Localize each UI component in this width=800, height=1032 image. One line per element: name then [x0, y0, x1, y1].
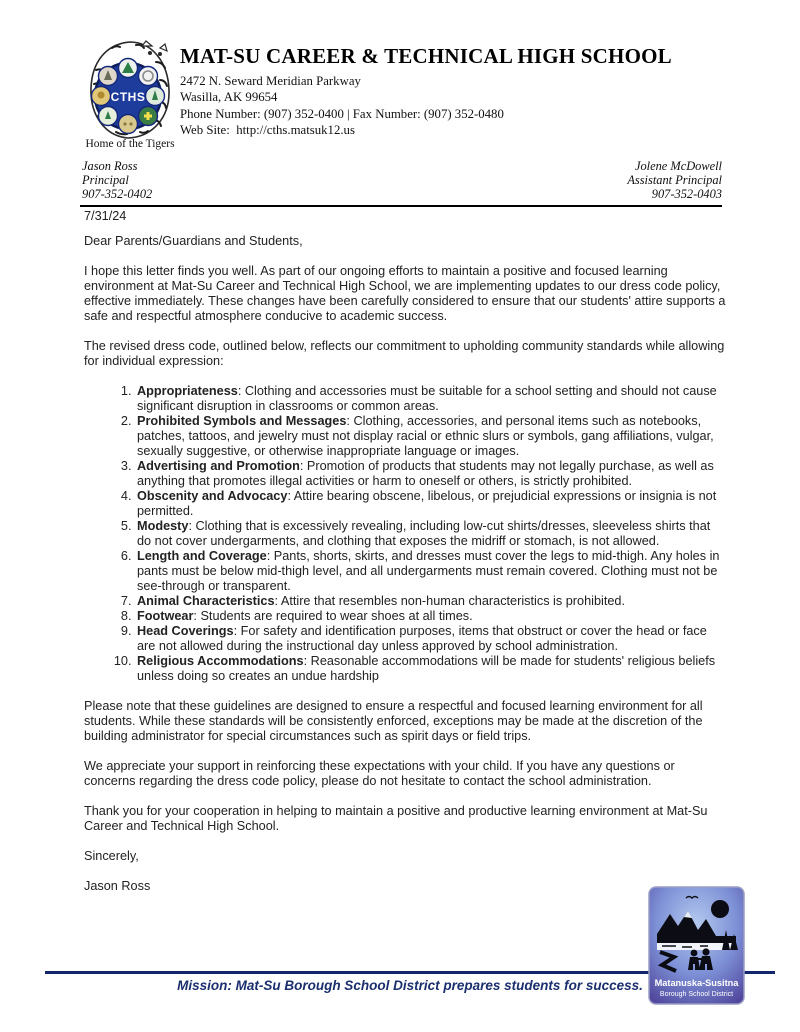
item-text: : Clothing and accessories must be suitable for a school setting and should not cause significant disruption in classrooms or common areas.	[137, 384, 717, 413]
item-text: : Promotion of products that students may not legally purchase, as well as anything that promotes illegal activities or harm to oneself or others, is strictly prohibited.	[137, 459, 714, 488]
item-term: Modesty	[137, 519, 189, 533]
item-term: Head Coverings	[137, 624, 234, 638]
signature: Jason Ross	[84, 879, 151, 893]
letter-date: 7/31/24	[84, 209, 127, 223]
district-logo-icon	[648, 886, 745, 1005]
dress-code-list	[84, 384, 726, 684]
school-address-line1: 2472 N. Seward Meridian Parkway	[180, 74, 361, 88]
list-item-animal-characteristics	[135, 594, 726, 609]
header-divider	[80, 205, 722, 207]
list-item-modesty	[135, 519, 726, 549]
svg-text:CTHS: CTHS	[110, 90, 146, 104]
cths-tiger-logo-icon	[86, 40, 174, 140]
list-item-advertising	[135, 459, 726, 489]
salutation: Dear Parents/Guardians and Students,	[84, 234, 303, 248]
list-item-head-coverings	[135, 624, 726, 654]
item-text: : Clothing, accessories, and personal items such as notebooks, patches, tattoos, and jewelry must not display racial or ethnic slurs or symbols, gang affiliations, vulgar, sexually suggestive, or otherwise inappropriate language or images.	[137, 414, 714, 458]
item-text: : Clothing that is excessively revealing, including low-cut shirts/dresses, sleeveless shirts that do not cover undergarments, and clothing that exposes the midriff or stomach, is not allowed.	[137, 519, 711, 548]
mission-statement: Mission: Mat-Su Borough School District prepares students for success.	[177, 978, 643, 993]
list-item-obscenity	[135, 489, 726, 519]
item-term: Prohibited Symbols and Messages	[137, 414, 347, 428]
list-item-religious-accommodations	[135, 654, 726, 684]
list-item-footwear	[135, 609, 726, 624]
item-term: Footwear	[137, 609, 194, 623]
school-header	[180, 44, 740, 139]
item-text: : Reasonable accommodations will be made for students' religious beliefs unless doing so creates an undue hardship	[137, 654, 716, 683]
item-term: Religious Accommodations	[137, 654, 304, 668]
item-text: : Attire that resembles non-human characteristics is prohibited.	[274, 594, 625, 608]
assistant-principal-phone: 907-352-0403	[651, 187, 722, 201]
item-text: : For safety and identification purposes, items that obstruct or cover the head or face are not allowed during the instructional day unless approved by school administration.	[137, 624, 707, 653]
principal-phone: 907-352-0402	[82, 187, 153, 201]
school-phone-fax: Phone Number: (907) 352-0400 | Fax Number: (907) 352-0480	[180, 106, 504, 121]
logo-caption: Home of the Tigers	[85, 138, 175, 150]
closing-block	[84, 849, 726, 894]
school-name: MAT-SU CAREER & TECHNICAL HIGH SCHOOL	[180, 44, 672, 68]
principal-title: Principal	[82, 173, 129, 187]
assistant-principal-title: Assistant Principal	[627, 173, 722, 187]
contacts-row	[82, 159, 722, 201]
item-term: Advertising and Promotion	[137, 459, 300, 473]
item-text: : Pants, shorts, skirts, and dresses must cover the legs to mid-thigh. Any holes in pants must be below mid-thigh level, and all undergarments must remain covered. Clothing must not be see-through or transparent.	[137, 549, 720, 593]
principal-block	[82, 159, 152, 201]
paragraph-intro: I hope this letter finds you well. As part of our ongoing efforts to maintain a positive and focused learning environment at Mat-Su Career and Technical High School, we are implementing updates to our dress code policy, effective immediately. These changes have been carefully considered to ensure that our students' attire supports a safe and respectful atmosphere conducive to academic success.	[84, 264, 726, 323]
item-text: : Students are required to wear shoes at all times.	[193, 609, 473, 623]
paragraph-revised-code: The revised dress code, outlined below, reflects our commitment to upholding community standards while allowing for individual expression:	[84, 339, 725, 368]
paragraph-support: We appreciate your support in reinforcing these expectations with your child. If you have any questions or concerns regarding the dress code policy, please do not hesitate to contact the school administration.	[84, 759, 675, 788]
principal-name: Jason Ross	[82, 159, 138, 173]
letter-body	[84, 234, 726, 909]
school-website: Web Site: http://cths.matsuk12.us	[180, 123, 355, 138]
paragraph-guidelines: Please note that these guidelines are designed to ensure a respectful and focused learning environment for all students. While these standards will be consistently enforced, exceptions may be made at the discretion of the building administrator for special circumstances such as spirit days or field trips.	[84, 699, 703, 743]
item-term: Animal Characteristics	[137, 594, 275, 608]
district-logo-line2: Borough School District	[659, 991, 734, 998]
list-item-prohibited-symbols	[135, 414, 726, 459]
assistant-principal-block	[627, 159, 722, 201]
closing: Sincerely,	[84, 849, 139, 863]
list-item-appropriateness	[135, 384, 726, 414]
school-address-line2: Wasilla, AK 99654	[180, 90, 278, 105]
assistant-principal-name: Jolene McDowell	[634, 159, 722, 173]
paragraph-thanks: Thank you for your cooperation in helping to maintain a positive and productive learning environment at Mat-Su Career and Technical High School.	[84, 804, 708, 833]
item-term: Length and Coverage	[137, 549, 267, 563]
item-term: Appropriateness	[137, 384, 238, 398]
district-logo-line1: Matanuska-Susitna	[654, 978, 739, 988]
list-item-length-coverage	[135, 549, 726, 594]
item-term: Obscenity and Advocacy	[137, 489, 288, 503]
item-text: : Attire bearing obscene, libelous, or prejudicial expressions or insignia is not permitted.	[137, 489, 717, 518]
